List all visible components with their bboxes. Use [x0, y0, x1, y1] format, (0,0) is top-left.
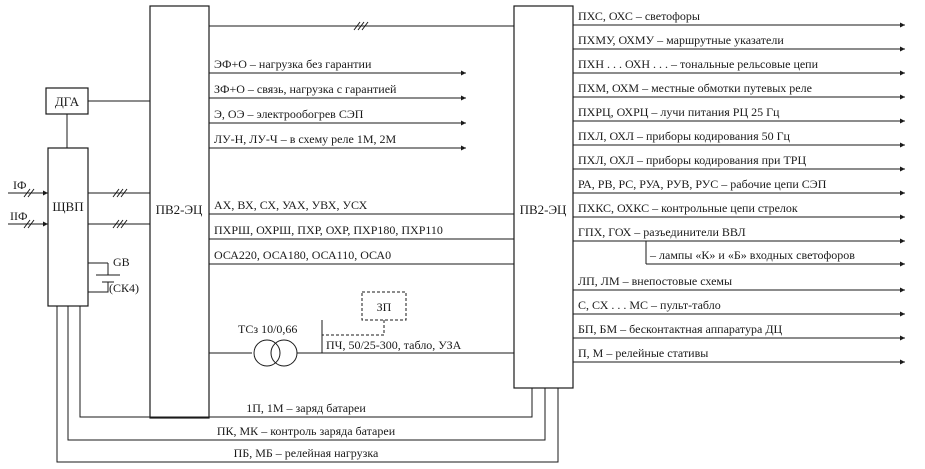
right-output-label: ПХЛ, ОХЛ – приборы кодирования при ТРЦ [578, 153, 807, 167]
left-output-label: ЛУ-Н, ЛУ-Ч – в схему реле 1М, 2М [214, 132, 397, 146]
pv2-ec-left-label: ПВ2-ЭЦ [155, 202, 203, 217]
right-outputs [573, 9, 905, 362]
right-output-label: ПХН . . . ОХН . . . – тональные рельсовые цепи [578, 57, 819, 71]
pv2-ec-right-label: ПВ2-ЭЦ [519, 202, 567, 217]
right-output-label: ПХЛ, ОХЛ – приборы кодирования 50 Гц [578, 129, 790, 143]
right-output-label: БП, БМ – бесконтактная аппаратура ДЦ [578, 322, 783, 336]
battery-return [88, 282, 108, 292]
transformer-coil-1 [254, 340, 280, 366]
input-label-phase1: IФ [13, 178, 27, 192]
right-output-label: ГПХ, ГОХ – разъединители ВВЛ [578, 225, 746, 239]
pv2-ec-right-block [514, 6, 573, 388]
right-output-label: РА, РВ, РС, РУА, РУВ, РУС – рабочие цепи СЭП [578, 177, 827, 191]
center-bus-label: ОСА220, ОСА180, ОСА110, ОСА0 [214, 248, 392, 262]
pch-label: ПЧ, 50/25-300, табло, УЗА [326, 338, 462, 352]
battery-sk4-label: (СК4) [109, 281, 139, 295]
shchvp-label: ЩВП [52, 199, 84, 214]
right-output-label: – лампы «К» и «Б» входных светофоров [650, 248, 855, 262]
bottom-line-control [68, 306, 545, 440]
zp-connection [322, 320, 384, 335]
bottom-lines [57, 306, 558, 462]
right-output-label: ПХРЦ, ОХРЦ – лучи питания РЦ 25 Гц [578, 105, 780, 119]
right-output-label: ПХМУ, ОХМУ – маршрутные указатели [578, 33, 784, 47]
left-output-label: ЗФ+О – связь, нагрузка с гарантией [214, 82, 397, 96]
input-label-phase2: IIФ [10, 209, 28, 223]
right-output-label: ЛП, ЛМ – внепостовые схемы [578, 274, 733, 288]
bottom-line-label: ПК, МК – контроль заряда батареи [216, 424, 396, 438]
battery-gb-label: GB [113, 255, 130, 269]
transformer-label: ТСз 10/0,66 [238, 322, 298, 336]
shchvp-block [48, 148, 88, 306]
bottom-line-relay [57, 306, 558, 462]
left-outputs [209, 57, 466, 148]
transformer-coil-2 [271, 340, 297, 366]
left-output-label: ЭФ+О – нагрузка без гарантии [214, 57, 372, 71]
right-output-label: ПХС, ОХС – светофоры [578, 9, 700, 23]
bottom-line-label: ПБ, МБ – релейная нагрузка [233, 446, 379, 460]
center-bus-label: ПХРШ, ОХРШ, ПХР, ОХР, ПХР180, ПХР110 [214, 223, 443, 237]
zp-label: ЗП [376, 300, 392, 314]
center-bus-label: АХ, ВХ, СХ, УАХ, УВХ, УСХ [214, 198, 368, 212]
right-output-label: П, М – релейные стативы [578, 346, 709, 360]
right-output-label: С, СХ . . . МС – пульт-табло [578, 298, 721, 312]
right-output-label: ПХМ, ОХМ – местные обмотки путевых реле [578, 81, 812, 95]
bottom-line-label: 1П, 1М – заряд батареи [246, 401, 366, 415]
left-output-label: Э, ОЭ – электрообогрев СЭП [214, 107, 364, 121]
center-bus [209, 198, 514, 264]
dga-label: ДГА [54, 94, 80, 109]
right-output-label: ПХКС, ОХКС – контрольные цепи стрелок [578, 201, 798, 215]
